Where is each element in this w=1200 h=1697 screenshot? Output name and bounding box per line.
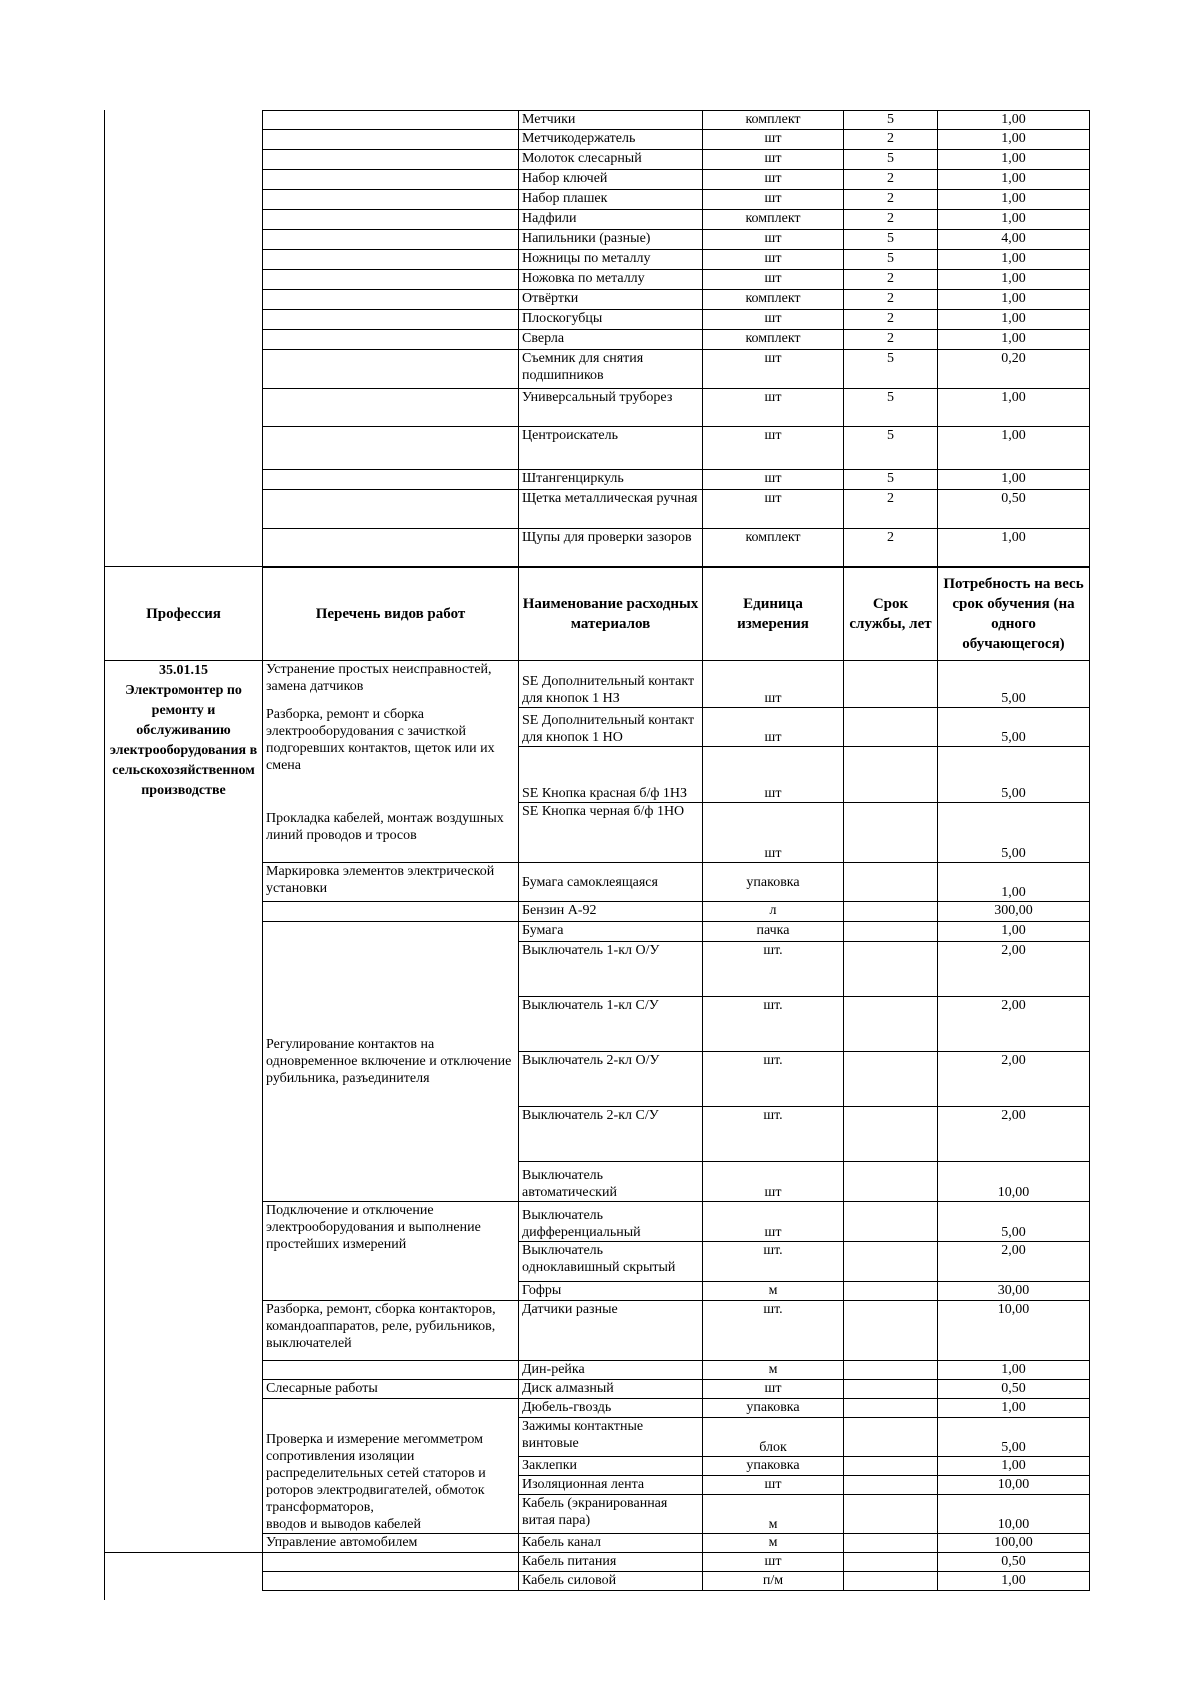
material-name: Выключатель 1-кл С/У xyxy=(519,997,703,1052)
tool-name: Набор плашек xyxy=(519,190,703,210)
work-item-continued: вводов и выводов кабелей xyxy=(266,1517,421,1532)
table-row xyxy=(263,529,1090,568)
work-item: Маркировка элементов электрической установки xyxy=(263,863,519,902)
tool-service-life: 2 xyxy=(844,310,938,330)
material-need: 5,00 xyxy=(938,1202,1090,1242)
work-empty xyxy=(263,330,519,350)
tool-unit: шт xyxy=(703,190,844,210)
material-unit: м xyxy=(703,1495,844,1534)
material-name: Заклепки xyxy=(519,1457,703,1476)
header-service-life: Срок службы, лет xyxy=(844,567,938,661)
material-unit: шт xyxy=(703,708,844,747)
material-name: Выключатель 2-кл С/У xyxy=(519,1107,703,1162)
material-need: 1,00 xyxy=(938,1572,1090,1591)
material-name: Дин-рейка xyxy=(519,1361,703,1380)
work-empty xyxy=(263,470,519,490)
tool-unit: шт xyxy=(703,270,844,290)
tool-need: 4,00 xyxy=(938,230,1090,250)
tool-need: 1,00 xyxy=(938,389,1090,427)
tool-service-life: 5 xyxy=(844,389,938,427)
service-life-cell xyxy=(844,1107,938,1162)
material-unit: м xyxy=(703,1534,844,1553)
material-need: 2,00 xyxy=(938,1052,1090,1107)
material-name: Дюбель-гвоздь xyxy=(519,1399,703,1418)
table-row xyxy=(263,111,1090,130)
work-item: Регулирование контактов на одновременное включение и отключение рубильника, разъединителя xyxy=(266,1037,512,1086)
tool-need: 0,50 xyxy=(938,490,1090,529)
material-unit: п/м xyxy=(703,1572,844,1591)
material-need: 1,00 xyxy=(938,1361,1090,1380)
material-unit: шт xyxy=(703,1162,844,1202)
material-need: 1,00 xyxy=(938,1399,1090,1418)
material-name: Кабель (экранированная витая пара) xyxy=(519,1495,703,1534)
table-row xyxy=(263,250,1090,270)
material-need: 10,00 xyxy=(938,1495,1090,1534)
material-need: 5,00 xyxy=(938,661,1090,708)
service-life-cell xyxy=(844,997,938,1052)
tool-name: Центроискатель xyxy=(519,427,703,470)
profession-cell-continued xyxy=(105,1553,263,1591)
tool-need: 1,00 xyxy=(938,290,1090,310)
work-item: Слесарные работы xyxy=(263,1380,519,1399)
work-empty xyxy=(263,250,519,270)
service-life-cell xyxy=(844,1418,938,1457)
material-name: Выключатель дифференциальный xyxy=(519,1202,703,1242)
service-life-cell xyxy=(844,1495,938,1534)
tool-unit: шт xyxy=(703,310,844,330)
tool-need: 0,20 xyxy=(938,350,1090,389)
work-item: Разборка, ремонт, сборка контакторов, командоаппаратов, реле, рубильников, выключателей xyxy=(263,1301,519,1361)
material-name: Датчики разные xyxy=(519,1301,703,1361)
work-item: Проверка и измерение мегомметром сопротивления изоляции распределительных сетей статоров и роторов электродвигателей, обмоток трансформаторов, xyxy=(266,1432,486,1515)
work-item: Управление автомобилем xyxy=(263,1534,519,1553)
service-life-cell xyxy=(844,1162,938,1202)
work-empty xyxy=(263,529,519,568)
material-unit: упаковка xyxy=(703,1457,844,1476)
table-row xyxy=(263,490,1090,529)
table-row xyxy=(263,170,1090,190)
service-life-cell xyxy=(844,1476,938,1495)
material-unit: шт xyxy=(703,747,844,803)
service-life-cell xyxy=(844,803,938,863)
material-name: Кабель питания xyxy=(519,1553,703,1572)
material-name: SE Кнопка черная б/ф 1НО xyxy=(519,803,703,863)
work-empty xyxy=(263,270,519,290)
service-life-cell xyxy=(844,1399,938,1418)
header-works: Перечень видов работ xyxy=(263,567,519,661)
table-row xyxy=(263,130,1090,150)
material-need: 5,00 xyxy=(938,1418,1090,1457)
tool-unit: шт xyxy=(703,250,844,270)
work-empty xyxy=(263,150,519,170)
tool-need: 1,00 xyxy=(938,330,1090,350)
tool-name: Метчикодержатель xyxy=(519,130,703,150)
service-life-cell xyxy=(844,863,938,902)
tool-name: Универсальный труборез xyxy=(519,389,703,427)
service-life-cell xyxy=(844,1361,938,1380)
tool-name: Набор ключей xyxy=(519,170,703,190)
tool-unit: комплект xyxy=(703,529,844,568)
material-unit: шт. xyxy=(703,1301,844,1361)
tool-service-life: 5 xyxy=(844,230,938,250)
tool-need: 1,00 xyxy=(938,210,1090,230)
work-item: Прокладка кабелей, монтаж воздушных линий проводов и тросов xyxy=(266,811,504,843)
work-empty xyxy=(263,290,519,310)
material-unit: шт xyxy=(703,1553,844,1572)
table-row xyxy=(263,190,1090,210)
header-profession: Профессия xyxy=(105,567,263,661)
tool-unit: шт xyxy=(703,150,844,170)
work-empty xyxy=(263,310,519,330)
tool-unit: комплект xyxy=(703,111,844,130)
table-row xyxy=(263,330,1090,350)
material-name: Диск алмазный xyxy=(519,1380,703,1399)
tool-name: Напильники (разные) xyxy=(519,230,703,250)
work-empty xyxy=(263,1361,519,1380)
material-need: 5,00 xyxy=(938,803,1090,863)
tool-name: Надфили xyxy=(519,210,703,230)
tool-service-life: 2 xyxy=(844,290,938,310)
tool-service-life: 2 xyxy=(844,130,938,150)
tool-service-life: 2 xyxy=(844,270,938,290)
works-group-2 xyxy=(263,922,519,1202)
work-empty xyxy=(263,230,519,250)
tool-need: 1,00 xyxy=(938,270,1090,290)
service-life-cell xyxy=(844,1282,938,1301)
tool-name: Съемник для снятия подшипников xyxy=(519,350,703,389)
header-row xyxy=(105,567,1090,661)
tool-unit: шт xyxy=(703,427,844,470)
material-unit: шт xyxy=(703,1380,844,1399)
material-need: 30,00 xyxy=(938,1282,1090,1301)
work-empty xyxy=(263,490,519,529)
tool-need: 1,00 xyxy=(938,250,1090,270)
material-name: Выключатель 2-кл О/У xyxy=(519,1052,703,1107)
material-unit: упаковка xyxy=(703,863,844,902)
material-unit: м xyxy=(703,1282,844,1301)
tool-service-life: 2 xyxy=(844,529,938,568)
work-item: Разборка, ремонт и сборка электрооборудования с зачисткой подгоревших контактов, щеток или их смена xyxy=(266,707,495,773)
work-empty xyxy=(263,427,519,470)
profession-name: Электромонтер по ремонту и обслуживанию электрооборудования в сельскохозяйственном производстве xyxy=(109,683,258,798)
tool-name: Ножницы по металлу xyxy=(519,250,703,270)
material-name: Изоляционная лента xyxy=(519,1476,703,1495)
material-need: 2,00 xyxy=(938,997,1090,1052)
service-life-cell xyxy=(844,1202,938,1242)
material-unit: шт. xyxy=(703,1242,844,1282)
tool-need: 1,00 xyxy=(938,190,1090,210)
table-row xyxy=(263,310,1090,330)
table-row xyxy=(263,270,1090,290)
tool-unit: шт xyxy=(703,389,844,427)
table-row xyxy=(263,290,1090,310)
material-name: Бензин А-92 xyxy=(519,902,703,922)
material-need: 2,00 xyxy=(938,1107,1090,1162)
material-name: SE Кнопка красная б/ф 1НЗ xyxy=(519,747,703,803)
tool-service-life: 2 xyxy=(844,490,938,529)
tool-unit: комплект xyxy=(703,330,844,350)
tool-name: Щупы для проверки зазоров xyxy=(519,529,703,568)
service-life-cell xyxy=(844,942,938,997)
table-row xyxy=(105,1553,1090,1572)
tool-need: 1,00 xyxy=(938,427,1090,470)
tool-unit: шт xyxy=(703,350,844,389)
material-need: 1,00 xyxy=(938,863,1090,902)
profession-code: 35.01.15 xyxy=(159,663,208,678)
material-name: Выключатель автоматический xyxy=(519,1162,703,1202)
material-unit: шт xyxy=(703,661,844,708)
material-name: SE Дополнительный контакт для кнопок 1 НЗ xyxy=(519,661,703,708)
tool-service-life: 2 xyxy=(844,330,938,350)
material-unit: шт. xyxy=(703,1052,844,1107)
tool-need: 1,00 xyxy=(938,529,1090,568)
material-need: 2,00 xyxy=(938,942,1090,997)
material-unit: пачка xyxy=(703,922,844,942)
material-unit: шт. xyxy=(703,942,844,997)
material-name: Бумага самоклеящаяся xyxy=(519,863,703,902)
material-need: 100,00 xyxy=(938,1534,1090,1553)
tool-name: Отвёртки xyxy=(519,290,703,310)
work-item: Подключение и отключение электрооборудования и выполнение простейших измерений xyxy=(266,1203,481,1252)
material-name: Гофры xyxy=(519,1282,703,1301)
works-group-3 xyxy=(263,1202,519,1301)
table-row xyxy=(263,150,1090,170)
tools-table xyxy=(262,110,1090,568)
material-need: 1,00 xyxy=(938,922,1090,942)
table-row xyxy=(263,210,1090,230)
tool-name: Сверла xyxy=(519,330,703,350)
material-name: Кабель силовой xyxy=(519,1572,703,1591)
tool-need: 1,00 xyxy=(938,170,1090,190)
service-life-cell xyxy=(844,708,938,747)
materials-table xyxy=(104,566,1090,1591)
table-row xyxy=(105,661,1090,708)
table-row xyxy=(263,427,1090,470)
material-name: Выключатель 1-кл О/У xyxy=(519,942,703,997)
tool-service-life: 5 xyxy=(844,150,938,170)
tool-service-life: 2 xyxy=(844,170,938,190)
tool-service-life: 5 xyxy=(844,350,938,389)
service-life-cell xyxy=(844,661,938,708)
material-name: SE Дополнительный контакт для кнопок 1 НО xyxy=(519,708,703,747)
tool-need: 1,00 xyxy=(938,470,1090,490)
material-unit: шт xyxy=(703,1202,844,1242)
service-life-cell xyxy=(844,922,938,942)
table-row xyxy=(263,389,1090,427)
service-life-cell xyxy=(844,1380,938,1399)
work-empty xyxy=(263,111,519,130)
service-life-cell xyxy=(844,747,938,803)
material-need: 0,50 xyxy=(938,1380,1090,1399)
material-unit: шт xyxy=(703,1476,844,1495)
work-empty xyxy=(263,130,519,150)
work-empty xyxy=(263,350,519,389)
tool-unit: комплект xyxy=(703,290,844,310)
material-need: 10,00 xyxy=(938,1476,1090,1495)
work-empty xyxy=(263,210,519,230)
material-name: Кабель канал xyxy=(519,1534,703,1553)
tool-service-life: 5 xyxy=(844,111,938,130)
work-empty xyxy=(263,1572,519,1591)
work-empty xyxy=(263,190,519,210)
tool-name: Плоскогубцы xyxy=(519,310,703,330)
material-name: Зажимы контактные винтовые xyxy=(519,1418,703,1457)
service-life-cell xyxy=(844,1052,938,1107)
header-need: Потребность на весь срок обучения (на одного обучающегося) xyxy=(938,567,1090,661)
work-empty xyxy=(263,1553,519,1572)
material-unit: м xyxy=(703,1361,844,1380)
header-unit: Единица измерения xyxy=(703,567,844,661)
tool-service-life: 5 xyxy=(844,470,938,490)
table-row xyxy=(263,470,1090,490)
work-empty xyxy=(263,902,519,922)
tool-unit: шт xyxy=(703,230,844,250)
header-material: Наименование расходных материалов xyxy=(519,567,703,661)
material-need: 5,00 xyxy=(938,747,1090,803)
service-life-cell xyxy=(844,1242,938,1282)
material-need: 2,00 xyxy=(938,1242,1090,1282)
service-life-cell xyxy=(844,902,938,922)
profession-cell xyxy=(105,661,263,1553)
material-need: 5,00 xyxy=(938,708,1090,747)
tool-need: 1,00 xyxy=(938,111,1090,130)
tool-need: 1,00 xyxy=(938,310,1090,330)
tool-name: Молоток слесарный xyxy=(519,150,703,170)
tool-unit: шт xyxy=(703,490,844,529)
material-unit: блок xyxy=(703,1418,844,1457)
tool-service-life: 2 xyxy=(844,190,938,210)
work-empty xyxy=(263,170,519,190)
tool-name: Ножовка по металлу xyxy=(519,270,703,290)
tool-unit: комплект xyxy=(703,210,844,230)
work-item: Устранение простых неисправностей, замена датчиков xyxy=(266,662,492,694)
works-group-1 xyxy=(263,661,519,863)
tool-service-life: 5 xyxy=(844,427,938,470)
tool-name: Щетка металлическая ручная xyxy=(519,490,703,529)
tool-name: Метчики xyxy=(519,111,703,130)
material-name: Бумага xyxy=(519,922,703,942)
tool-service-life: 2 xyxy=(844,210,938,230)
material-need: 0,50 xyxy=(938,1553,1090,1572)
tool-unit: шт xyxy=(703,470,844,490)
tool-name: Штангенциркуль xyxy=(519,470,703,490)
material-unit: шт xyxy=(703,803,844,863)
material-unit: шт. xyxy=(703,997,844,1052)
tool-service-life: 5 xyxy=(844,250,938,270)
tool-need: 1,00 xyxy=(938,150,1090,170)
service-life-cell xyxy=(844,1457,938,1476)
service-life-cell xyxy=(844,1572,938,1591)
material-need: 1,00 xyxy=(938,1457,1090,1476)
material-unit: шт. xyxy=(703,1107,844,1162)
material-need: 10,00 xyxy=(938,1162,1090,1202)
service-life-cell xyxy=(844,1553,938,1572)
service-life-cell xyxy=(844,1534,938,1553)
works-group-4 xyxy=(263,1399,519,1534)
tool-unit: шт xyxy=(703,170,844,190)
table-row xyxy=(263,350,1090,389)
material-name: Выключатель одноклавишный скрытый xyxy=(519,1242,703,1282)
material-unit: л xyxy=(703,902,844,922)
work-empty xyxy=(263,389,519,427)
tool-unit: шт xyxy=(703,130,844,150)
material-need: 10,00 xyxy=(938,1301,1090,1361)
material-need: 300,00 xyxy=(938,902,1090,922)
left-margin-line-top xyxy=(104,110,105,566)
service-life-cell xyxy=(844,1301,938,1361)
tool-need: 1,00 xyxy=(938,130,1090,150)
material-unit: упаковка xyxy=(703,1399,844,1418)
table-row xyxy=(263,230,1090,250)
